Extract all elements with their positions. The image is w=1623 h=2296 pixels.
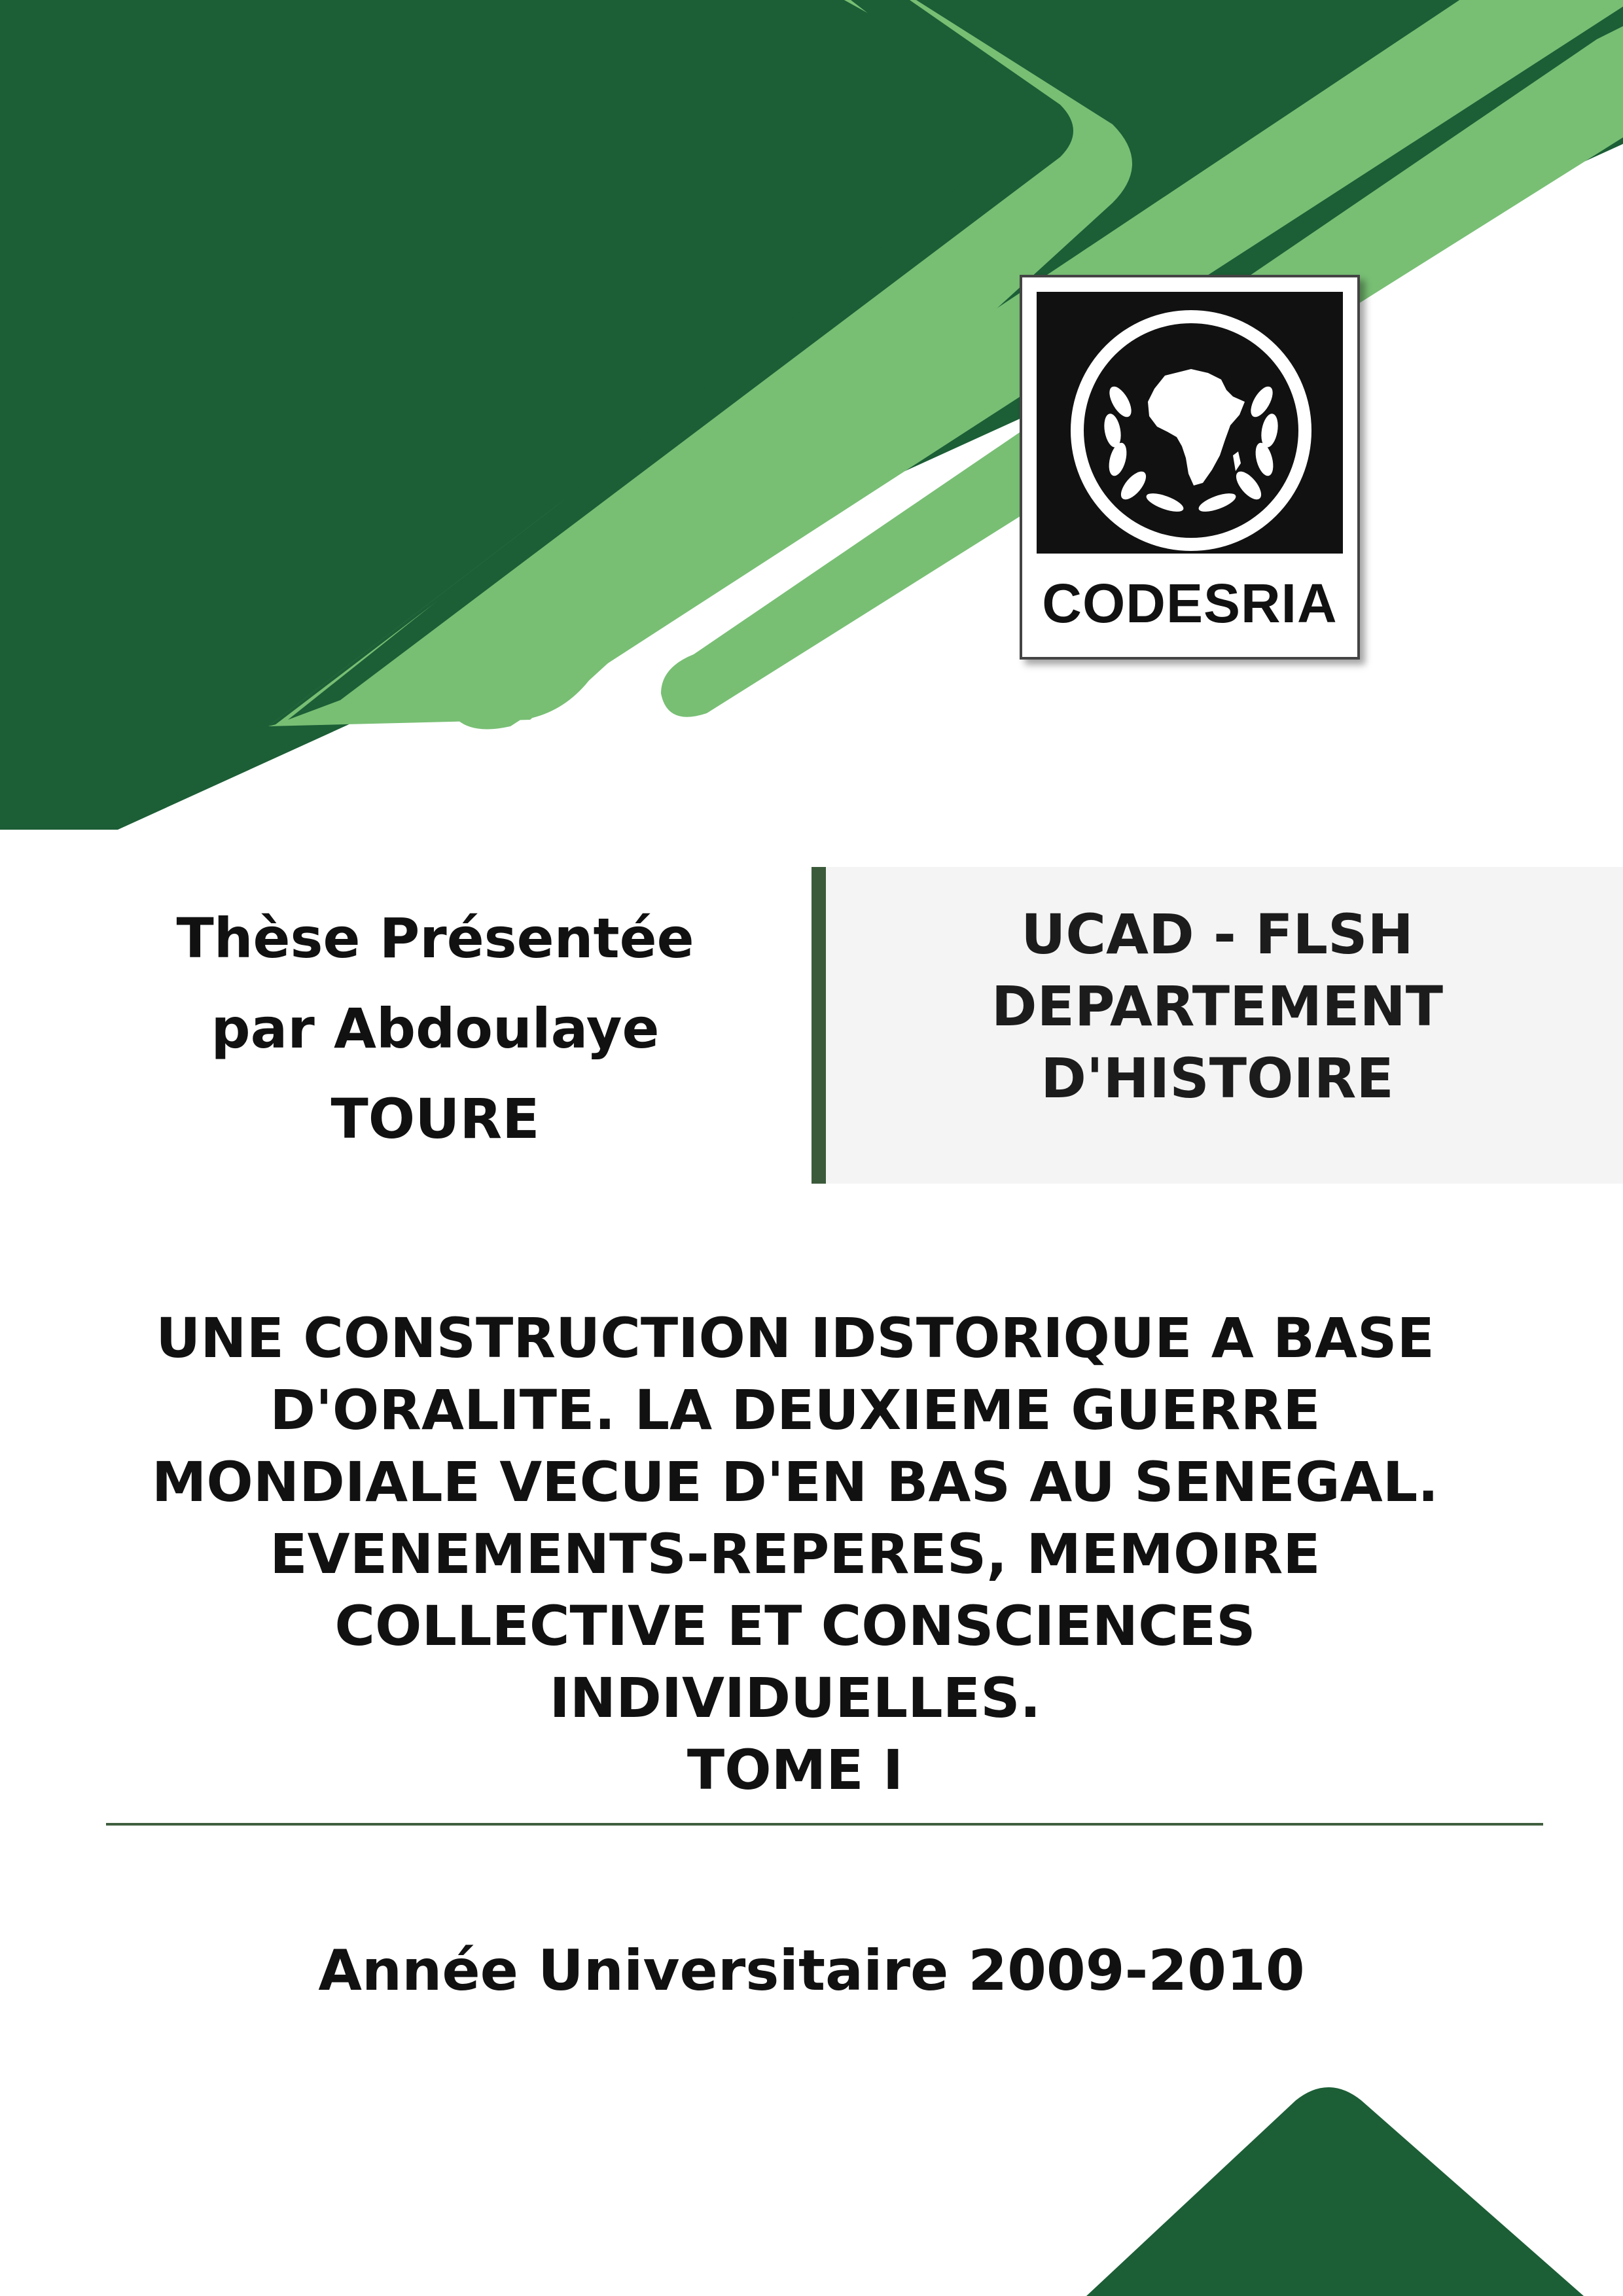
presenter-line: par Abdoulaye: [211, 997, 660, 1061]
top-banner-graphic: [0, 0, 1623, 831]
academic-year: Année Universitaire 2009-2010: [318, 1938, 1305, 2004]
bottom-dark-green-triangle: [1086, 2087, 1584, 2296]
institution-accent-bar: [812, 867, 826, 1184]
thesis-title-line: MONDIALE VECUE D'EN BAS AU SENEGAL.: [151, 1450, 1439, 1514]
institution-line: DEPARTEMENT: [991, 974, 1444, 1038]
logo-label: CODESRIA: [1042, 573, 1338, 634]
institution-line: UCAD - FLSH: [1021, 902, 1414, 966]
thesis-title-line: COLLECTIVE ET CONSCIENCES: [334, 1594, 1256, 1658]
africa-laurel-emblem-icon: [1037, 292, 1343, 554]
presenter-block: [131, 893, 740, 1164]
thesis-title-line: EVENEMENTS-REPERES, MEMOIRE: [270, 1522, 1321, 1586]
logo-black-panel: [1037, 292, 1343, 554]
institution-panel: [812, 867, 1623, 1184]
institution-text: [851, 898, 1584, 1114]
presenter-line: Thèse Présentée: [176, 906, 694, 970]
thesis-title: [39, 1302, 1551, 1806]
thesis-volume: TOME I: [687, 1738, 904, 1802]
codesria-logo: [1020, 275, 1360, 660]
title-separator: [106, 1823, 1543, 1826]
thesis-title-line: UNE CONSTRUCTION IDSTORIQUE A BASE: [156, 1306, 1435, 1370]
institution-line: D'HISTOIRE: [1041, 1046, 1394, 1110]
thesis-title-line: D'ORALITE. LA DEUXIEME GUERRE: [270, 1378, 1321, 1442]
presenter-line: TOURE: [330, 1087, 540, 1151]
thesis-title-line: INDIVIDUELLES.: [549, 1666, 1041, 1730]
